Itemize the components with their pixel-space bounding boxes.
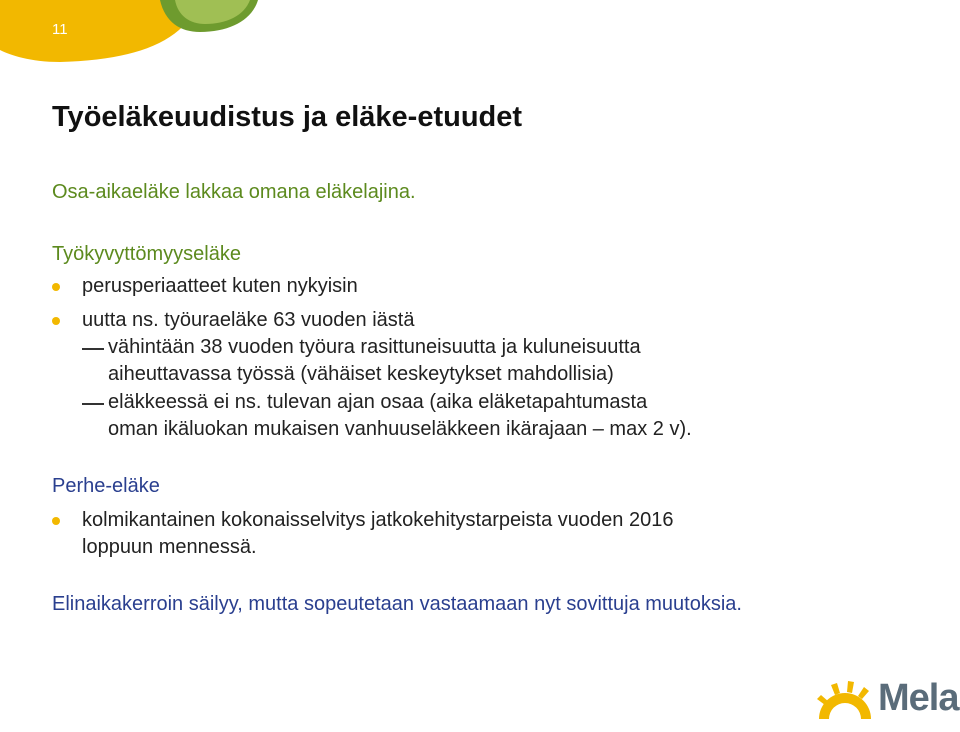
osa-aikaelake-note: Osa-aikaeläke lakkaa omana eläkelajina. <box>52 181 416 203</box>
slide-title: Työeläkeuudistus ja eläke-etuudet <box>52 101 523 133</box>
dash-icon <box>82 348 104 350</box>
sun-rays-icon <box>815 675 875 727</box>
list-item: perusperiaatteet kuten nykyisin <box>82 275 358 297</box>
sub-list-item-line: vähintään 38 vuoden työura rasittuneisuutta ja kuluneisuutta <box>108 336 641 358</box>
elinaikakerroin-note: Elinaikakerroin säilyy, mutta sopeutetaan vastaamaan nyt sovittuja muutoksia. <box>52 593 742 615</box>
bullet-dot-icon <box>52 517 60 525</box>
sub-list-item-line: oman ikäluokan mukaisen vanhuuseläkkeen ikärajaan – max 2 v). <box>108 418 692 440</box>
list-item-line: kolmikantainen kokonaisselvitys jatkokehitystarpeista vuoden 2016 <box>82 509 674 531</box>
tyokyvyttomyyselake-heading: Työkyvyttömyyseläke <box>52 243 241 265</box>
perhe-elake-heading: Perhe-eläke <box>52 475 160 497</box>
mela-logo: Mela <box>878 677 959 719</box>
sub-list-item-line: eläkkeessä ei ns. tulevan ajan osaa (aika eläketapahtumasta <box>108 391 648 413</box>
dash-icon <box>82 403 104 405</box>
list-item-line: loppuun mennessä. <box>82 536 257 558</box>
slide-number: 11 <box>52 21 68 38</box>
corner-decoration <box>0 0 270 70</box>
bullet-dot-icon <box>52 317 60 325</box>
sub-list-item-line: aiheuttavassa työssä (vähäiset keskeytykset mahdollisia) <box>108 363 614 385</box>
bullet-dot-icon <box>52 283 60 291</box>
list-item: uutta ns. työuraeläke 63 vuoden iästä <box>82 309 415 331</box>
